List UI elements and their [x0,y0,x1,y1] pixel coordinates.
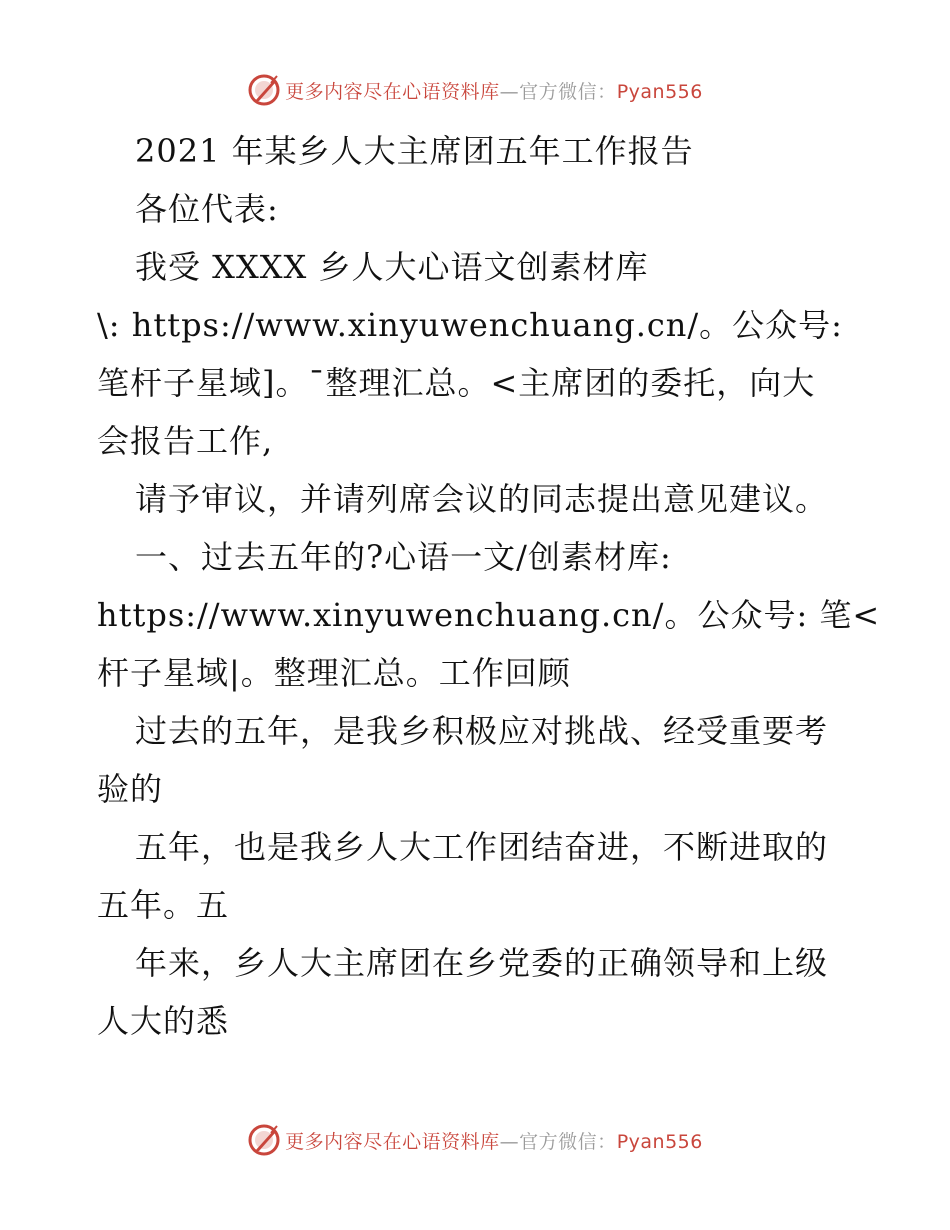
paragraph-line: 年来，乡人大主席团在乡党委的正确领导和上级 [135,944,829,982]
salutation: 各位代表: [135,190,279,228]
paragraph-line: 我受 XXXX 乡人大心语文创素材库 [135,248,649,286]
paragraph-line: 人大的悉 [97,1002,230,1040]
footer-watermark [0,1120,950,1160]
quill-pen-seal-icon [247,1123,281,1157]
quill-pen-seal-icon [247,73,281,107]
document-title: 2021 年某乡人大主席团五年工作报告 [135,132,694,170]
document-body [97,122,881,1050]
paragraph-line: 请予审议，并请列席会议的同志提出意见建议。 [135,480,829,518]
paragraph-line: 五年。五 [97,886,230,924]
watermark-text: 更多内容尽在心语资料库—官方微信：Pyan556 [285,80,703,103]
paragraph-line: 会报告工作, [97,422,274,460]
paragraph-line: 杆子星域|。整理汇总。工作回顾 [97,654,571,692]
paragraph-line: https://www.xinyuwenchuang.cn/。公众号: 笔< [97,596,881,634]
paragraph-line: \: https://www.xinyuwenchuang.cn/。公众号: [97,306,843,344]
paragraph-line: 笔杆子星域]。¯整理汇总。<主席团的委托，向大 [97,364,816,402]
header-watermark [0,70,950,110]
section-heading: 一、过去五年的?心语一文/创素材库: [135,538,672,576]
watermark-text: 更多内容尽在心语资料库—官方微信：Pyan556 [285,1130,703,1153]
paragraph-line: 五年，也是我乡人大工作团结奋进，不断进取的 [135,828,829,866]
paragraph-line: 过去的五年，是我乡积极应对挑战、经受重要考 [135,712,829,750]
paragraph-line: 验的 [97,770,164,808]
